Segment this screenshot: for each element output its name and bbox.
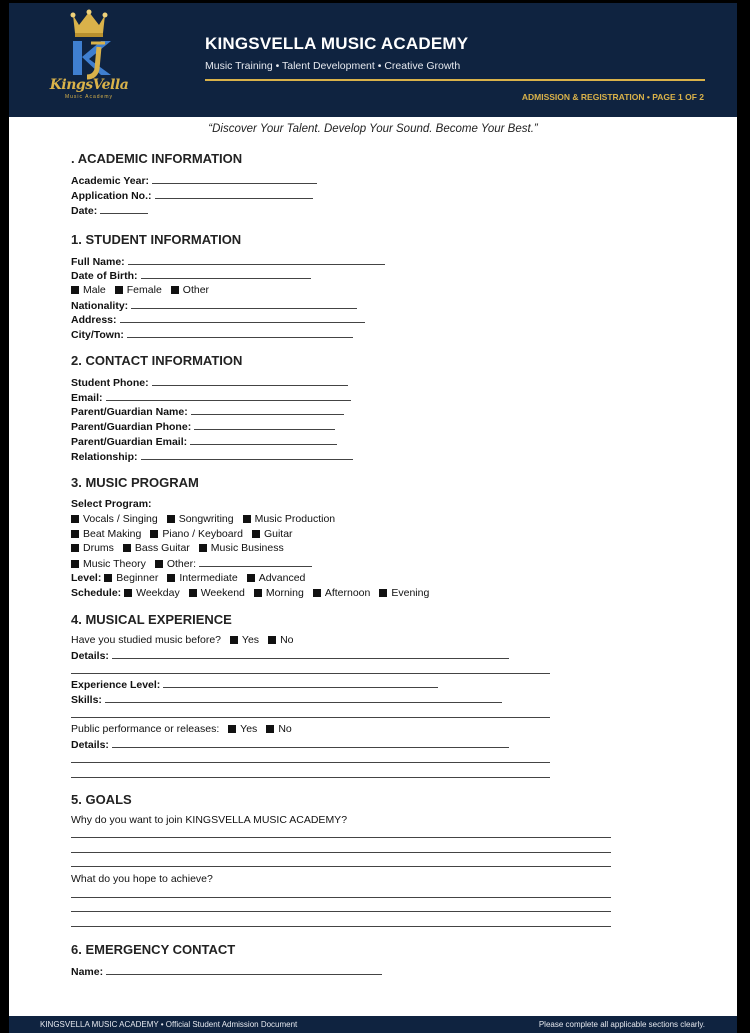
relationship-blank[interactable] xyxy=(141,450,353,460)
checkbox-icon[interactable] xyxy=(155,560,163,568)
program-option[interactable]: Music Production xyxy=(243,513,336,526)
checkbox-icon[interactable] xyxy=(150,530,158,538)
program-option[interactable]: Piano / Keyboard xyxy=(150,528,243,541)
academy-tagline: Music Training • Talent Development • Creative Growth xyxy=(205,60,461,72)
student-phone-blank[interactable] xyxy=(152,376,348,386)
program-row-3 xyxy=(71,542,293,555)
writing-line[interactable] xyxy=(71,911,611,912)
footer-right-text: Please complete all applicable sections clearly. xyxy=(538,1020,705,1029)
program-option[interactable]: Vocals / Singing xyxy=(71,513,158,526)
page-indicator: ADMISSION & REGISTRATION • PAGE 1 OF 2 xyxy=(521,92,704,102)
email-field[interactable] xyxy=(71,391,351,405)
application-no-field[interactable] xyxy=(71,189,313,203)
schedule-option[interactable]: Afternoon xyxy=(313,587,371,600)
checkbox-icon[interactable] xyxy=(71,530,79,538)
guardian-email-blank[interactable] xyxy=(190,435,337,445)
date-field[interactable] xyxy=(71,204,148,218)
program-option-other[interactable]: Other: xyxy=(155,558,312,570)
program-option[interactable]: Music Business xyxy=(199,542,284,555)
admission-form-page xyxy=(9,3,737,1033)
level-label: Level: xyxy=(71,572,102,584)
schedule-option[interactable]: Weekend xyxy=(189,587,245,600)
checkbox-icon[interactable] xyxy=(71,515,79,523)
emergency-name-blank[interactable] xyxy=(106,965,382,975)
writing-line[interactable] xyxy=(71,717,550,718)
program-row-2 xyxy=(71,528,302,541)
program-option[interactable]: Guitar xyxy=(252,528,293,541)
studied-music-row xyxy=(71,634,303,647)
schedule-option[interactable]: Morning xyxy=(254,587,304,600)
skills-label: Skills: xyxy=(71,694,102,706)
emergency-name-label: Name: xyxy=(71,966,104,978)
details-blank[interactable] xyxy=(112,649,509,659)
relationship-field[interactable] xyxy=(71,450,353,464)
guardian-email-label: Parent/Guardian Email: xyxy=(71,436,188,448)
program-option[interactable]: Bass Guitar xyxy=(123,542,190,555)
checkbox-icon[interactable] xyxy=(228,725,236,733)
experience-level-blank[interactable] xyxy=(163,678,438,688)
city-field[interactable] xyxy=(71,328,353,342)
level-option[interactable]: Intermediate xyxy=(167,572,237,585)
writing-line[interactable] xyxy=(71,866,611,867)
checkbox-icon[interactable] xyxy=(171,286,179,294)
checkbox-icon[interactable] xyxy=(71,544,79,552)
section-heading-academic: . ACADEMIC INFORMATION xyxy=(71,151,243,166)
motto: “Discover Your Talent. Develop Your Sound. Become Your Best.” xyxy=(208,123,538,135)
studied-yes-option[interactable]: Yes xyxy=(230,634,259,647)
schedule-row xyxy=(71,587,438,600)
logo-wordmark: KingsVella xyxy=(49,77,129,93)
checkbox-icon[interactable] xyxy=(167,515,175,523)
checkbox-icon[interactable] xyxy=(199,544,207,552)
gender-option-male[interactable]: Male xyxy=(71,284,106,297)
dob-field[interactable] xyxy=(71,269,311,283)
dob-label: Date of Birth: xyxy=(71,270,138,282)
full-name-label: Full Name: xyxy=(71,256,125,268)
checkbox-icon[interactable] xyxy=(252,530,260,538)
checkbox-icon[interactable] xyxy=(313,589,321,597)
header-banner xyxy=(9,3,737,117)
section-heading-emergency: 6. EMERGENCY CONTACT xyxy=(71,942,236,957)
nationality-blank[interactable] xyxy=(131,299,357,309)
guardian-phone-field[interactable] xyxy=(71,420,335,434)
goals-why-question: Why do you want to join KINGSVELLA MUSIC ACADEMY? xyxy=(71,814,348,826)
date-blank[interactable] xyxy=(100,204,148,214)
writing-line[interactable] xyxy=(71,897,611,898)
performance-details-field[interactable] xyxy=(71,738,509,752)
schedule-option[interactable]: Weekday xyxy=(124,587,180,600)
performance-yes-option[interactable]: Yes xyxy=(228,723,257,736)
checkbox-icon[interactable] xyxy=(124,589,132,597)
checkbox-icon[interactable] xyxy=(71,560,79,568)
full-name-field[interactable] xyxy=(71,255,385,269)
nationality-field[interactable] xyxy=(71,299,357,313)
academic-year-field[interactable] xyxy=(71,174,317,188)
guardian-name-label: Parent/Guardian Name: xyxy=(71,406,188,418)
writing-line[interactable] xyxy=(71,852,611,853)
guardian-name-blank[interactable] xyxy=(191,405,344,415)
checkbox-icon[interactable] xyxy=(104,574,112,582)
writing-line[interactable] xyxy=(71,926,611,927)
details-blank[interactable] xyxy=(112,738,509,748)
footer-bar xyxy=(9,1016,737,1033)
checkbox-icon[interactable] xyxy=(230,636,238,644)
studied-no-option[interactable]: No xyxy=(268,634,293,647)
program-option[interactable]: Drums xyxy=(71,542,114,555)
level-row xyxy=(71,572,314,585)
student-phone-label: Student Phone: xyxy=(71,377,149,389)
checkbox-icon[interactable] xyxy=(71,286,79,294)
details-label: Details: xyxy=(71,739,109,751)
program-row-1 xyxy=(71,513,344,526)
footer-left-text: KINGSVELLA MUSIC ACADEMY • Official Student Admission Document xyxy=(40,1020,298,1029)
performance-question: Public performance or releases: xyxy=(71,723,220,735)
level-option[interactable]: Beginner xyxy=(104,572,158,585)
writing-line[interactable] xyxy=(71,837,611,838)
gender-option-female[interactable]: Female xyxy=(115,284,162,297)
checkbox-icon[interactable] xyxy=(266,725,274,733)
student-phone-field[interactable] xyxy=(71,376,348,390)
logo-subtext: Music Academy xyxy=(64,94,113,100)
checkbox-icon[interactable] xyxy=(254,589,262,597)
address-field[interactable] xyxy=(71,313,365,327)
email-label: Email: xyxy=(71,392,103,404)
section-heading-goals: 5. GOALS xyxy=(71,792,132,807)
program-option[interactable]: Music Theory xyxy=(71,558,146,571)
gender-options xyxy=(71,284,218,297)
city-label: City/Town: xyxy=(71,329,124,341)
experience-level-field[interactable] xyxy=(71,678,438,692)
checkbox-icon[interactable] xyxy=(379,589,387,597)
writing-line[interactable] xyxy=(71,762,550,763)
level-option[interactable]: Advanced xyxy=(247,572,306,585)
skills-blank[interactable] xyxy=(105,693,502,703)
address-label: Address: xyxy=(71,314,117,326)
guardian-email-field[interactable] xyxy=(71,435,337,449)
performance-row xyxy=(71,723,301,736)
checkbox-icon[interactable] xyxy=(189,589,197,597)
experience-details-field[interactable] xyxy=(71,649,509,663)
academic-year-blank[interactable] xyxy=(152,174,317,184)
checkbox-icon[interactable] xyxy=(115,286,123,294)
writing-line[interactable] xyxy=(71,777,550,778)
writing-line[interactable] xyxy=(71,673,550,674)
program-row-4 xyxy=(71,557,312,571)
section-heading-student: 1. STUDENT INFORMATION xyxy=(71,232,242,247)
details-label: Details: xyxy=(71,650,109,662)
emergency-name-field[interactable] xyxy=(71,965,382,979)
program-other-blank[interactable] xyxy=(199,557,312,567)
application-no-blank[interactable] xyxy=(155,189,313,199)
nationality-label: Nationality: xyxy=(71,300,129,312)
academic-year-label: Academic Year: xyxy=(71,175,150,187)
goals-achieve-question: What do you hope to achieve? xyxy=(71,873,213,885)
date-label: Date: xyxy=(71,205,98,217)
checkbox-icon[interactable] xyxy=(167,574,175,582)
checkbox-icon[interactable] xyxy=(123,544,131,552)
schedule-label: Schedule: xyxy=(71,587,122,599)
guardian-phone-label: Parent/Guardian Phone: xyxy=(71,421,192,433)
checkbox-icon[interactable] xyxy=(243,515,251,523)
application-no-label: Application No.: xyxy=(71,190,152,202)
performance-no-option[interactable]: No xyxy=(266,723,291,736)
email-blank[interactable] xyxy=(106,391,351,401)
guardian-name-field[interactable] xyxy=(71,405,344,419)
program-option[interactable]: Beat Making xyxy=(71,528,141,541)
skills-field[interactable] xyxy=(71,693,502,707)
full-name-blank[interactable] xyxy=(128,255,385,265)
section-heading-experience: 4. MUSICAL EXPERIENCE xyxy=(71,612,232,627)
section-heading-program: 3. MUSIC PROGRAM xyxy=(71,475,199,490)
section-heading-contact: 2. CONTACT INFORMATION xyxy=(71,353,243,368)
schedule-option[interactable]: Evening xyxy=(379,587,429,600)
dob-blank[interactable] xyxy=(141,269,311,279)
studied-music-question: Have you studied music before? xyxy=(71,634,221,646)
select-program-label: Select Program: xyxy=(71,498,152,510)
program-option[interactable]: Songwriting xyxy=(167,513,234,526)
header-gold-rule xyxy=(205,79,705,81)
experience-level-label: Experience Level: xyxy=(71,679,161,691)
gender-option-other[interactable]: Other xyxy=(171,284,209,297)
city-blank[interactable] xyxy=(127,328,353,338)
academy-title: KINGSVELLA MUSIC ACADEMY xyxy=(205,34,469,53)
address-blank[interactable] xyxy=(120,313,365,323)
checkbox-icon[interactable] xyxy=(268,636,276,644)
checkbox-icon[interactable] xyxy=(247,574,255,582)
guardian-phone-blank[interactable] xyxy=(194,420,335,430)
relationship-label: Relationship: xyxy=(71,451,138,463)
